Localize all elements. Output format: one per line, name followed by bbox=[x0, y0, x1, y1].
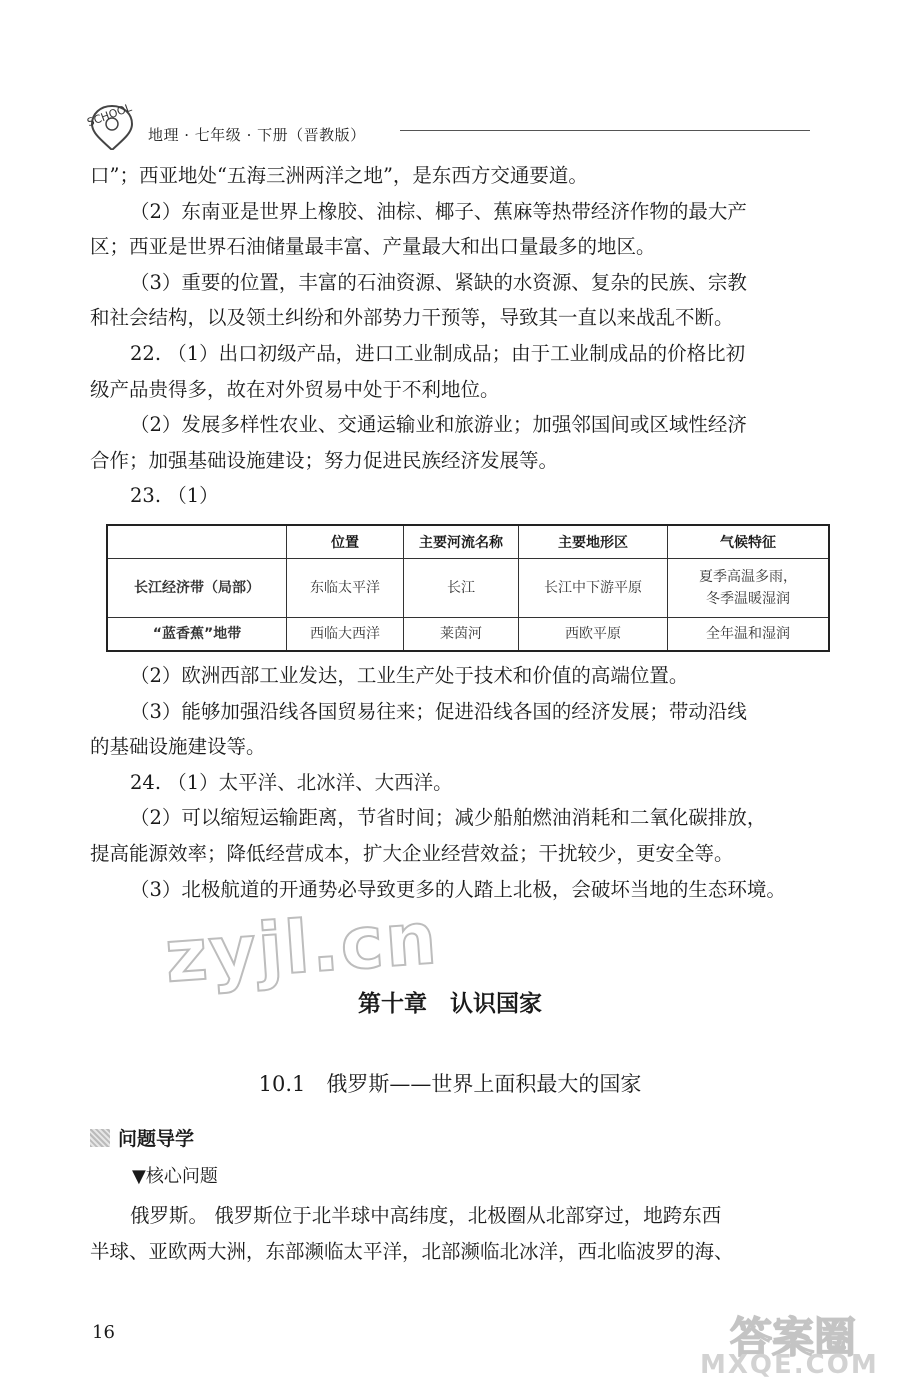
paragraph: （2）发展多样性农业、交通运输业和旅游业；加强邻国间或区域性经济 bbox=[130, 413, 747, 437]
table-cell: 长江中下游平原 bbox=[519, 558, 668, 617]
answer-table-wrapper bbox=[106, 524, 830, 652]
table-cell: 长江 bbox=[404, 558, 519, 617]
paragraph: 合作；加强基础设施建设；努力促进民族经济发展等。 bbox=[90, 448, 559, 472]
paragraph: 提高能源效率；降低经营成本，扩大企业经营效益；干扰较少，更安全等。 bbox=[90, 841, 734, 865]
table-cell: 全年温和湿润 bbox=[668, 617, 830, 651]
paragraph: （2）东南亚是世界上橡胶、油棕、椰子、蕉麻等热带经济作物的最大产 bbox=[130, 199, 747, 223]
table-header bbox=[107, 525, 287, 559]
table-header: 主要地形区 bbox=[519, 525, 668, 559]
header-title: 地理 · 七年级 · 下册（晋教版） bbox=[148, 126, 366, 144]
table-cell: 西临大西洋 bbox=[287, 617, 404, 651]
table-cell: 西欧平原 bbox=[519, 617, 668, 651]
watermark-logo: 答案圈 bbox=[730, 1313, 857, 1362]
table-cell: 东临太平洋 bbox=[287, 558, 404, 617]
paragraph: 俄罗斯。 俄罗斯位于北半球中高纬度，北极圈从北部穿过，地跨东西 bbox=[130, 1204, 722, 1227]
paragraph: （2）可以缩短运输距离，节省时间；减少船舶燃油消耗和二氧化碳排放， bbox=[130, 806, 767, 830]
question-heading-label: 问题导学 bbox=[118, 1128, 195, 1150]
question-heading bbox=[90, 1124, 194, 1151]
chapter-title: 第十章 认识国家 bbox=[358, 991, 542, 1017]
paragraph: 级产品贵得多，故在对外贸易中处于不利地位。 bbox=[90, 377, 500, 401]
page-header bbox=[82, 100, 822, 150]
table-row-label: “蓝香蕉”地带 bbox=[107, 617, 287, 651]
table-cell bbox=[668, 558, 830, 617]
table-header-row bbox=[107, 525, 829, 559]
table-row-label: 长江经济带（局部） bbox=[107, 558, 287, 617]
table-header: 位置 bbox=[287, 525, 404, 559]
paragraph: 的基础设施建设等。 bbox=[90, 735, 266, 759]
watermark-url: MXQE.COM bbox=[700, 1350, 879, 1380]
paragraph: 22. （1）出口初级产品，进口工业制成品；由于工业制成品的价格比初 bbox=[130, 341, 746, 365]
section-body bbox=[90, 1198, 830, 1269]
table-header: 主要河流名称 bbox=[404, 525, 519, 559]
core-heading: ▼核心问题 bbox=[132, 1166, 218, 1187]
school-logo-icon bbox=[82, 100, 142, 150]
answer-table bbox=[106, 524, 830, 652]
paragraph: 区；西亚是世界石油储量最丰富、产量最大和出口量最多的地区。 bbox=[90, 235, 656, 259]
header-rule bbox=[400, 130, 810, 131]
paragraph: 半球、亚欧两大洲，东部濒临太平洋，北部濒临北冰洋，西北临波罗的海、 bbox=[90, 1239, 734, 1263]
answer-content bbox=[90, 158, 830, 907]
paragraph: 和社会结构，以及领土纠纷和外部势力干预等，导致其一直以来战乱不断。 bbox=[90, 306, 734, 330]
climate-line: 夏季高温多雨， bbox=[699, 568, 797, 585]
section-title: 10.1 俄罗斯——世界上面积最大的国家 bbox=[258, 1072, 642, 1096]
climate-line: 冬季温暖湿润 bbox=[706, 590, 790, 607]
table-cell: 莱茵河 bbox=[404, 617, 519, 651]
paragraph: （3）能够加强沿线各国贸易往来；促进沿线各国的经济发展；带动沿线 bbox=[130, 699, 747, 723]
paragraph: 23. （1） bbox=[130, 484, 219, 508]
page-number: 16 bbox=[92, 1322, 115, 1343]
svg-text:SCHOOL: SCHOOL bbox=[85, 101, 134, 130]
table-header: 气候特征 bbox=[668, 525, 830, 559]
table-row bbox=[107, 558, 829, 617]
paragraph: （3）重要的位置，丰富的石油资源、紧缺的水资源、复杂的民族、宗教 bbox=[130, 270, 747, 294]
paragraph: 24. （1）太平洋、北冰洋、大西洋。 bbox=[130, 770, 453, 794]
hatched-square-icon bbox=[90, 1129, 110, 1147]
paragraph: 口”；西亚地处“五海三洲两洋之地”，是东西方交通要道。 bbox=[90, 164, 588, 187]
paragraph: （3）北极航道的开通势必导致更多的人踏上北极，会破坏当地的生态环境。 bbox=[130, 877, 786, 901]
table-row bbox=[107, 617, 829, 651]
watermark: zyjl.cn bbox=[162, 895, 442, 999]
paragraph: （2）欧洲西部工业发达，工业生产处于技术和价值的高端位置。 bbox=[130, 663, 689, 687]
